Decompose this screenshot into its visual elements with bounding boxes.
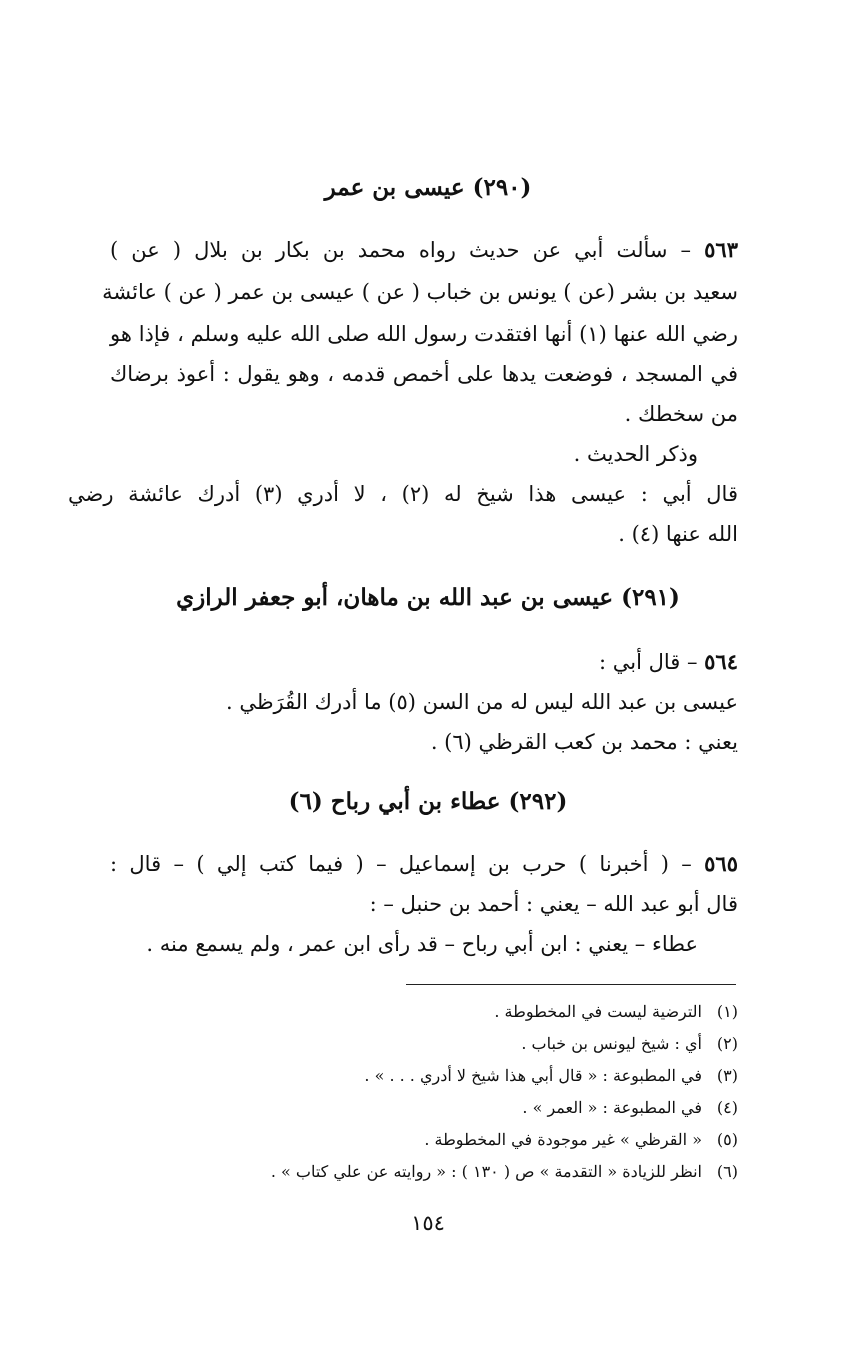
footnote-mark-5: (٥) xyxy=(716,1130,738,1149)
entry-number-563: ٥٦٣ xyxy=(704,237,738,262)
entry-564-line-3: يعني : محمد بن كعب القرظي (٦) . xyxy=(430,730,738,754)
footnote-text-1: الترضية ليست في المخطوطة . xyxy=(494,1002,702,1021)
page-number: ١٥٤ xyxy=(411,1211,445,1235)
footnote-5 xyxy=(110,1128,738,1152)
entry-number-565: ٥٦٥ xyxy=(704,851,738,876)
footnote-separator xyxy=(406,984,736,985)
footnote-text-2: أي : شيخ ليونس بن خباب . xyxy=(521,1034,702,1053)
footnote-text-5: « القرظي » غير موجودة في المخطوطة . xyxy=(424,1130,702,1149)
entry-563-line-4: في المسجد ، فوضعت يدها على أخمص قدمه ، وهو يقول : أعوذ برضاك xyxy=(110,362,738,386)
entry-565-line-3: عطاء – يعني : ابن أبي رباح – قد رأى ابن عمر ، ولم يسمع منه . xyxy=(146,932,698,956)
footnote-2 xyxy=(110,1032,738,1056)
footnote-text-3: في المطبوعة : « قال أبي هذا شيخ لا أدري . . . » . xyxy=(364,1066,702,1085)
footnote-3 xyxy=(110,1064,738,1088)
footnote-mark-4: (٤) xyxy=(716,1098,738,1117)
entry-565-text-1: ( أخبرنا ) حرب بن إسماعيل – ( فيما كتب إلي ) – قال : xyxy=(110,852,669,876)
footnote-mark-2: (٢) xyxy=(716,1034,738,1053)
entry-563-line-3: رضي الله عنها (١) أنها افتقدت رسول الله صلى الله عليه وسلم ، فإذا هو xyxy=(110,322,738,346)
entry-563-line-8: الله عنها (٤) . xyxy=(618,522,738,546)
entry-number-564: ٥٦٤ xyxy=(704,649,738,674)
entry-564-text-1: قال أبي : xyxy=(598,650,681,674)
footnote-mark-6: (٦) xyxy=(716,1162,738,1181)
footnote-4 xyxy=(110,1096,738,1120)
entry-563-line-1: ٥٦٣ – سألت أبي عن حديث رواه محمد بن بكار بن بلال ( عن ) xyxy=(110,237,738,262)
entry-563-line-7: قال أبي : عيسى هذا شيخ له (٢) ، لا أدري (٣) أدرك عائشة رضي xyxy=(68,482,738,506)
footnote-mark-3: (٣) xyxy=(716,1066,738,1085)
entry-563-text-1: سألت أبي عن حديث رواه محمد بن بكار بن بلال ( عن ) xyxy=(110,238,668,262)
footnote-text-6: انظر للزيادة « التقدمة » ص ( ١٣٠ ) : « روايته عن علي كتاب » . xyxy=(270,1162,702,1181)
entry-563-line-5: من سخطك . xyxy=(624,402,738,426)
section-heading-290: (٢٩٠) عيسى بن عمر xyxy=(324,174,532,201)
entry-563-line-2: سعيد بن بشر (عن ) يونس بن خباب ( عن ) عيسى بن عمر ( عن ) عائشة xyxy=(102,280,738,304)
entry-564-line-1: ٥٦٤ – قال أبي : xyxy=(598,649,738,674)
footnote-6 xyxy=(110,1160,738,1184)
footnote-text-4: في المطبوعة : « العمر » . xyxy=(522,1098,702,1117)
entry-565-line-2: قال أبو عبد الله – يعني : أحمد بن حنبل – : xyxy=(369,892,738,916)
entry-565-line-1: ٥٦٥ – ( أخبرنا ) حرب بن إسماعيل – ( فيما كتب إلي ) – قال : xyxy=(110,851,738,876)
entry-563-line-6: وذكر الحديث . xyxy=(573,442,698,466)
footnote-1 xyxy=(110,1000,738,1024)
section-heading-292: (٢٩٢) عطاء بن أبي رباح (٦) xyxy=(288,788,568,815)
entry-564-line-2: عيسى بن عبد الله ليس له من السن (٥) ما أدرك القُرَظي . xyxy=(225,690,738,714)
footnote-mark-1: (١) xyxy=(716,1002,738,1021)
section-heading-291: (٢٩١) عيسى بن عبد الله بن ماهان، أبو جعفر الرازي xyxy=(176,584,680,611)
